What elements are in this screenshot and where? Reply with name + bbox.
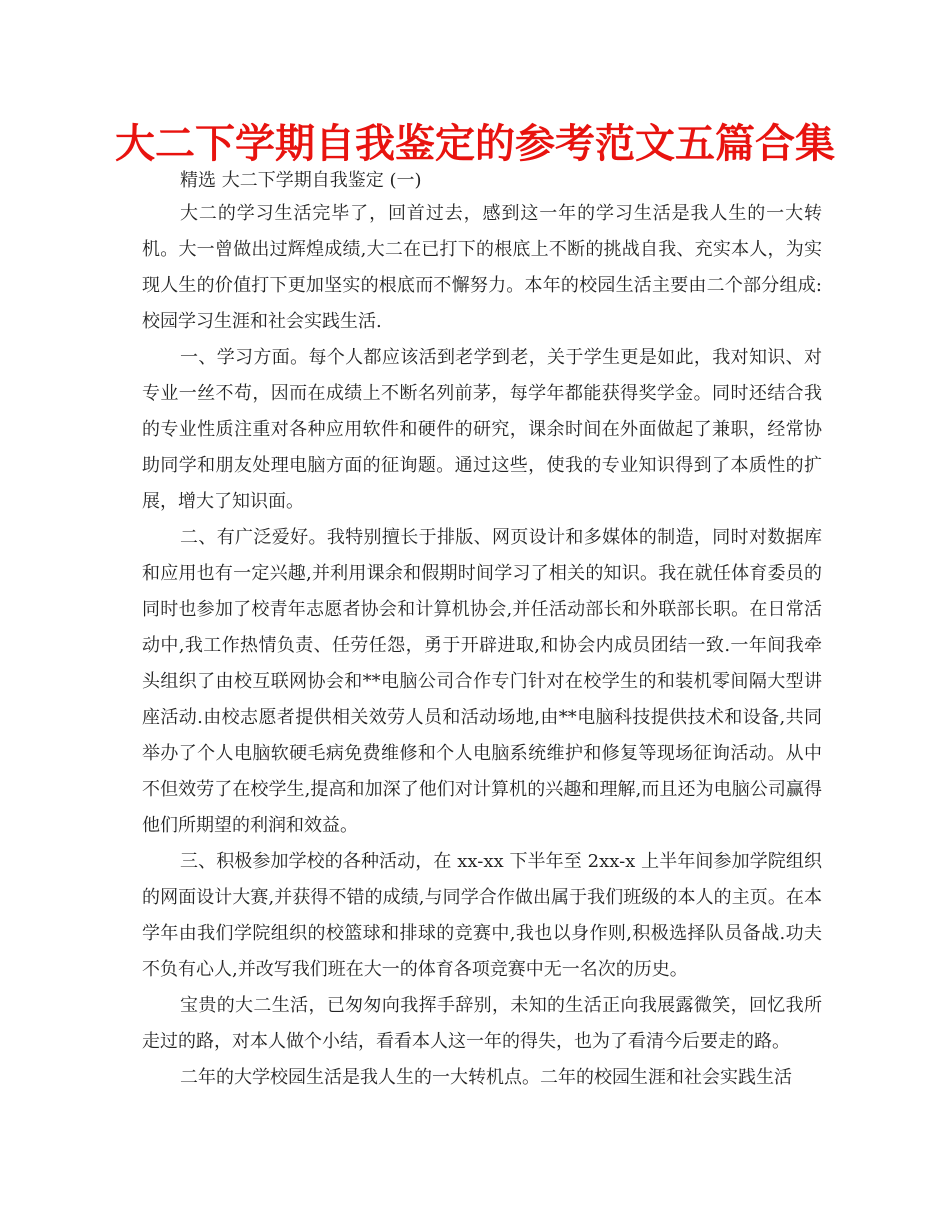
document-title: 大二下学期自我鉴定的参考范文五篇合集 [115, 121, 835, 167]
paragraph-study: 一、学习方面。每个人都应该活到老学到老，关于学生更是如此，我对知识、对专业一丝不苟，因而在成绩上不断名列前茅，每学年都能获得奖学金。同时还结合我的专业性质注重对各种应用软件和硬件的研究，课余时间在外面做起了兼职，经常协助同学和朋友处理电脑方面的征询题。通过这些，使我的专业知识得到了本质性的扩展，增大了知识面。 [142, 347, 822, 512]
document-subtitle: 精选 大二下学期自我鉴定 (一) [180, 170, 422, 191]
document-body [142, 196, 822, 1096]
paragraph-activities: 三、积极参加学校的各种活动，在 xx-xx 下半年至 2xx-x 上半年间参加学院组织的网面设计大赛,并获得不错的成绩,与同学合作做出属于我们班级的本人的主页。在本学年由我们学院组织的校篮球和排球的竞赛中,我也以身作则,积极选择队员备战.功夫不负有心人,并改写我们班在大一的体育各项竞赛中无一名次的历史。 [142, 851, 822, 980]
paragraph-summary: 宝贵的大二生活，已匆匆向我挥手辞别，未知的生活正向我展露微笑，回忆我所走过的路，对本人做个小结，看看本人这一年的得失，也为了看清今后要走的路。 [142, 995, 822, 1052]
paragraph-intro: 大二的学习生活完毕了，回首过去，感到这一年的学习生活是我人生的一大转机。大一曾做出过辉煌成绩,大二在已打下的根底上不断的挑战自我、充实本人，为实现人生的价值打下更加坚实的根底而不懈努力。本年的校园生活主要由二个部分组成:校园学习生涯和社会实践生活. [142, 203, 822, 332]
paragraph-closing: 二年的大学校园生活是我人生的一大转机点。二年的校园生涯和社会实践生活 [180, 1067, 792, 1088]
paragraph-interests: 二、有广泛爱好。我特别擅长于排版、网页设计和多媒体的制造，同时对数据库和应用也有一定兴趣,并利用课余和假期时间学习了相关的知识。我在就任体育委员的同时也参加了校青年志愿者协会和计算机协会,并任活动部长和外联部长职。在日常活动中,我工作热情负责、任劳任怨，勇于开辟进取,和协会内成员团结一致.一年间我牵头组织了由校互联网协会和**电脑公司合作专门针对在校学生的和装机零间隔大型讲座活动.由校志愿者提供相关效劳人员和活动场地,由**电脑科技提供技术和设备,共同举办了个人电脑软硬毛病免费维修和个人电脑系统维护和修复等现场征询活动。从中不但效劳了在校学生,提高和加深了他们对计算机的兴趣和理解,而且还为电脑公司赢得他们所期望的利润和效益。 [142, 527, 822, 836]
